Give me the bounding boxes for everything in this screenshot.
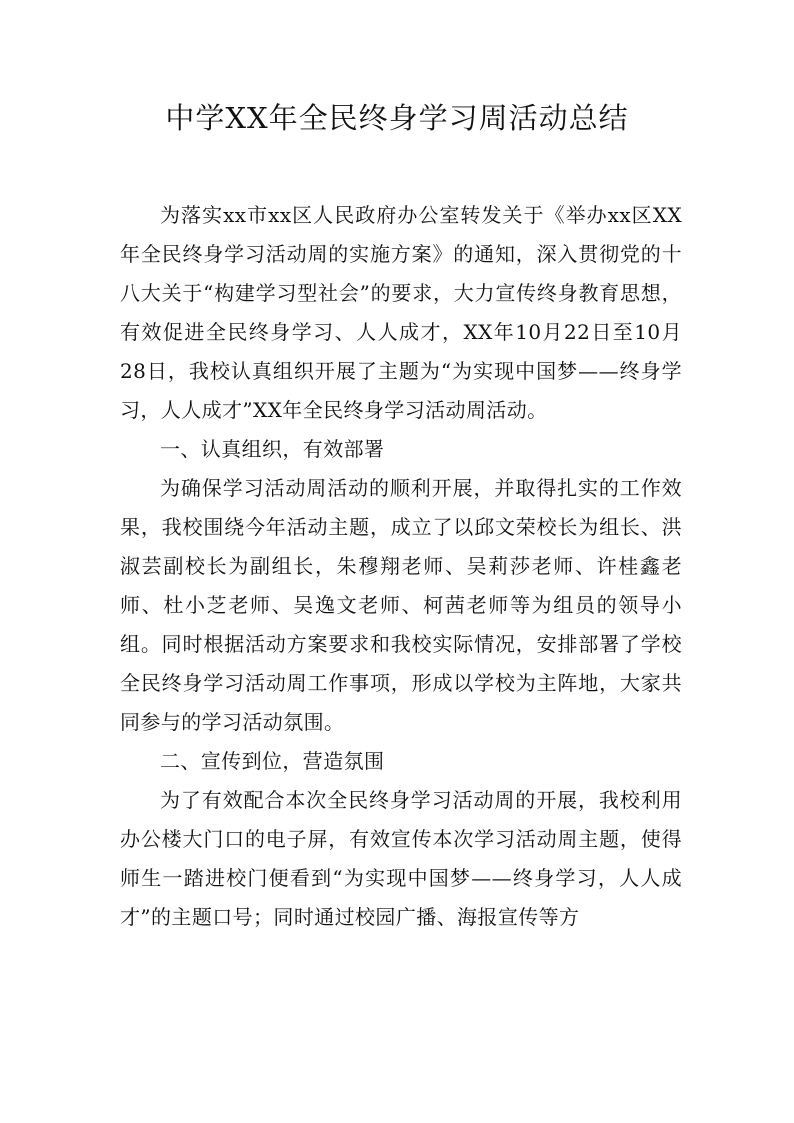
paragraph-section-2: 为了有效配合本次全民终身学习活动周的开展，我校利用办公楼大门口的电子屏，有效宣传本次学习活动周主题，使得师生一踏进校门便看到“为实现中国梦——终身学习，人人成才”的主题口号；同时通过校园广播、海报宣传等方	[120, 788, 682, 929]
section-heading-1: 一、认真组织，有效部署	[160, 437, 385, 461]
section-heading-2: 二、宣传到位，营造氛围	[160, 749, 385, 773]
paragraph-intro: 为落实xx市xx区人民政府办公室转发关于《举办xx区XX年全民终身学习活动周的实施方案》的通知，深入贯彻党的十八大关于“构建学习型社会”的要求，大力宣传终身教育思想，有效促进全民终身学习、人人成才，XX年10月22日至10月28日，我校认真组织开展了主题为“为实现中国梦——终身学习，人人成才”XX年全民终身学习活动周活动。	[120, 203, 682, 422]
paragraph-section-1: 为确保学习活动周活动的顺利开展，并取得扎实的工作效果，我校围绕今年活动主题，成立了以邱文荣校长为组长、洪淑芸副校长为副组长，朱穆翔老师、吴莉莎老师、许桂鑫老师、杜小芝老师、吴逸文老师、柯茜老师等为组员的领导小组。同时根据活动方案要求和我校实际情况，安排部署了学校全民终身学习活动周工作事项，形成以学校为主阵地，大家共同参与的学习活动氛围。	[120, 476, 682, 734]
document-body	[120, 196, 682, 937]
document-title: 中学XX年全民终身学习周活动总结	[165, 101, 629, 135]
